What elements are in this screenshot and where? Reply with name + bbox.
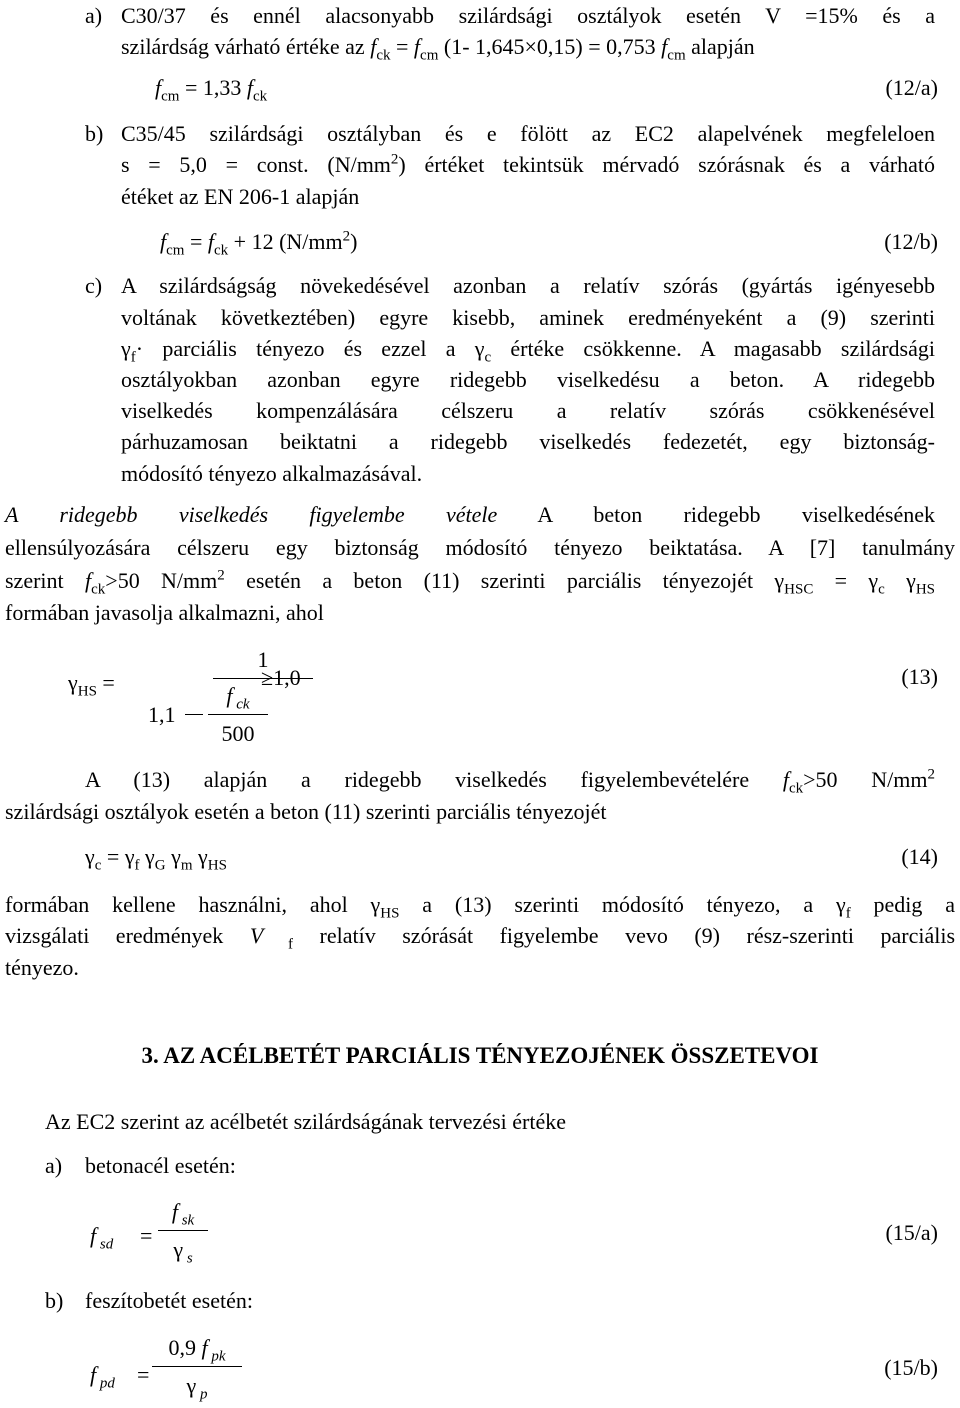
para-ridegebb-line4: formában javasolja alkalmazni, ahol — [5, 600, 324, 625]
para-c-line5: viselkedés kompenzálására célszeru a relatív szórás csökkenésével — [121, 398, 935, 423]
para-ridegebb-line2: ellensúlyozására célszeru egy biztonság módosító tényezo beiktatása. A [7] tanulmány — [5, 535, 955, 560]
equation-12b: $f_{cm} = f_{ck} + 12$ $(N/mm^2)$ — [160, 228, 358, 259]
para-c-line2: voltának következtében) egyre kisebb, aminek eredményeként a (9) szerinti — [121, 305, 935, 330]
equation-13-number: (13) — [901, 664, 938, 689]
para-14-line3: tényezo. — [5, 955, 79, 980]
para-a-line2: szilárdság várható értéke az $f_{ck} = f_{cm}$ (1- 1,645×0,15) = 0,753 $f_{cm}$ alapján — [121, 34, 755, 64]
para-c-line1: c) A szilárdságság növekedésével azonban a relatív szórás (gyártás igényesebb — [85, 270, 935, 302]
para-13-line2: szilárdsági osztályok esetén a beton (11) szerinti parciális tényezojét — [5, 799, 607, 824]
para-b-line3: étéket az EN 206-1 alapján — [121, 184, 360, 209]
para-c-line4: osztályokban azonban egyre ridegebb viselkedésu a beton. A ridegebb — [121, 367, 935, 392]
item-a-label: a) — [45, 1153, 63, 1178]
item-b-label: b) — [45, 1288, 64, 1313]
para-c-line6: párhuzamosan beiktatni a ridegebb viselkedés fedezetét, egy biztonság- — [121, 429, 935, 454]
equation-12b-number: (12/b) — [884, 229, 938, 254]
equation-12a: $f_{cm} = 1,33$ $f_{ck}$ — [155, 75, 268, 105]
para-ridegebb-line1: A ridegebb viselkedés figyelembe vétele A beton ridegebb viselkedésének — [5, 502, 935, 527]
item-a: a) betonacél esetén: — [45, 1150, 745, 1182]
para-ridegebb-line3: szerint $f_{ck}>50$ $N/mm^2$ esetén a beton (11) szerinti parciális tényezojét $\gamma_{HSC} = \gamma_c$ $\gamma_{HS}$ — [5, 567, 935, 598]
equation-12a-number: (12/a) — [885, 75, 938, 100]
para-14-line1: formában kellene használni, ahol $\gamma_{HS}$ a (13) szerinti módosító tényezo, a $\gamma_f$ pedig a — [5, 892, 955, 922]
para-ec2: Az EC2 szerint az acélbetét szilárdságának tervezési értéke — [45, 1109, 566, 1134]
para-a-label: a) — [85, 3, 103, 28]
equation-14: $\gamma_c = \gamma_f$ $\gamma_G$ $\gamma_m$ $\gamma_{HS}$ — [85, 844, 227, 874]
para-c-line3: $\gamma_f\cdot$ parciális tényezo és ezzel a $\gamma_c$ értéke csökkenne. A magasabb szilárdsági — [121, 336, 935, 366]
para-13-line1: A (13) alapján a ridegebb viselkedés figyelembevételére $f_{ck}>50$ $N/mm^2$ — [85, 766, 935, 797]
para-c-label: c) — [85, 273, 103, 298]
para-c-line7: módosító tényezo alkalmazásával. — [121, 461, 423, 486]
para-b-line2: s = 5,0 = const. $(N/mm^2)$ értéket tekintsük mérvadó szórásnak és a várható — [121, 151, 935, 177]
equation-15a-number: (15/a) — [885, 1220, 938, 1245]
equation-14-number: (14) — [901, 844, 938, 869]
para-a-line1: a) C30/37 és ennél alacsonyabb szilárdsági osztályok esetén V =15% és a — [85, 0, 935, 32]
item-b: b) feszítobetét esetén: — [45, 1285, 745, 1317]
para-b-line1: b) C35/45 szilárdsági osztályban és e fölött az EC2 alapelvének megfeleloen — [85, 118, 935, 150]
para-14-line2: vizsgálati eredmények V $_f$ relatív szórását figyelembe vevo (9) rész-szerinti parciális — [5, 923, 956, 953]
equation-15b-number: (15/b) — [884, 1355, 938, 1380]
section-3-heading: 3. AZ ACÉLBETÉT PARCIÁLIS TÉNYEZOJÉNEK ÖSSZETEVOI — [141, 1043, 819, 1068]
para-b-label: b) — [85, 121, 104, 146]
